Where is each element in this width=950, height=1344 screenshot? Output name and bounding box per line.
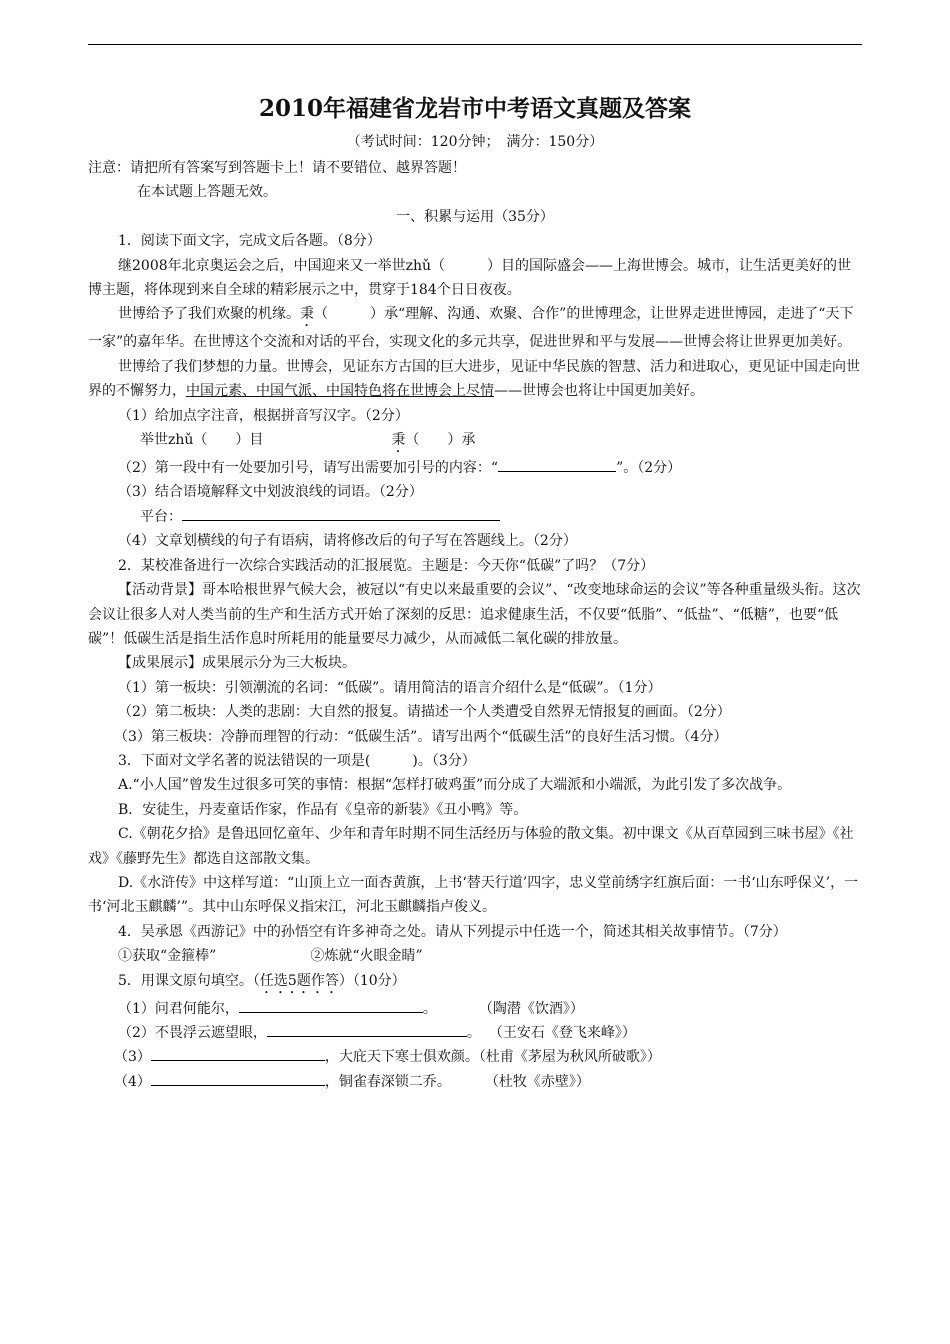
q4-stem: 4．吴承恩《西游记》中的孙悟空有许多神奇之处。请从下列提示中任选一个，简述其相关故事情节。（7分） xyxy=(118,923,787,940)
q1-sub-3-answer: 平台： xyxy=(88,505,862,529)
q4-options: ①获取“金箍棒” ②炼就“火眼金睛” xyxy=(118,948,423,965)
exam-info: （考试时间：120分钟； 满分：150分） xyxy=(346,134,604,150)
dotted-phrase: 任选5题作答 xyxy=(259,972,339,989)
page-title: 2010年福建省龙岩市中考语文真题及答案 xyxy=(258,95,691,122)
underlined-sentence: 中国元素、中国气派、中国特色将在世博会上尽情 xyxy=(186,383,494,400)
q1-sub-1-blanks: 举世zhǔ（ ）目 秉（ ）承 xyxy=(140,432,476,449)
q2-display: 【成果展示】成果展示分为三大板块。 xyxy=(118,655,356,672)
answer-line[interactable] xyxy=(498,457,616,472)
q1-para-3: 世博给了我们梦想的力量。世博会，见证东方古国的巨大进步，见证中华民族的智慧、活力和进取心，更见证中国走向世界的不懈努力，中国元素、中国气派、中国特色将在世博会上尽情——世博会也将让中国更加美好。 xyxy=(88,358,860,400)
q2-background: 【活动背景】哥本哈根世界气候大会，被冠以“有史以来最重要的会议”、“改变地球命运的会议”等各种重量级头衔。这次会议让很多人对人类当前的生产和生活方式开始了深刻的反思：追求健康生活，不仅要“低脂”、“低盐”、“低糖”，也要“低碳”！低碳生活是指生活作息时所耗用的能量要尽力减少，从而减低二氧化碳的排放量。 xyxy=(88,582,861,647)
q5-line-2: （2）不畏浮云遮望眼， 。 （王安石《登飞来峰》） xyxy=(88,1021,862,1045)
q1-para-1: 继2008年北京奥运会之后，中国迎来又一举世zhǔ（ ）目的国际盛会——上海世博会。城市，让生活更美好的世博主题，将体现到来自全球的精彩展示之中，贯穿于184个日日夜夜。 xyxy=(88,257,852,299)
q3-option-d: D.《水浒传》中这样写道：“山顶上立一面杏黄旗，上书‘替天行道’四字，忠义堂前绣字红旗后面：一书‘山东呼保义’，一书‘河北玉麒麟’”。其中山东呼保义指宋江，河北玉麒麟指卢俊义。 xyxy=(88,874,859,916)
q5-line-4: （4） ，铜雀春深锁二乔。 （杜牧《赤壁》） xyxy=(88,1070,862,1094)
q1-sub-1: （1）给加点字注音，根据拼音写汉字。（2分） xyxy=(118,407,409,424)
dotted-char: 秉 xyxy=(300,306,314,323)
q1-sub-2: （2）第一段中有一处要加引号，请写出需要加引号的内容：“ ”。（2分） xyxy=(88,456,862,480)
answer-line[interactable] xyxy=(182,506,500,521)
q5-line-3: （3） ，大庇天下寒士俱欢颜。（杜甫《茅屋为秋风所破歌》） xyxy=(88,1045,862,1069)
q5-stem: 5．用课文原句填空。（任选5题作答）（10分） xyxy=(118,972,406,989)
q3-option-b: B．安徒生，丹麦童话作家，作品有《皇帝的新装》《丑小鸭》等。 xyxy=(118,801,528,818)
q2-sub-3: （3）第三板块：冷静而理智的行动：“低碳生活”。请写出两个“低碳生活”的良好生活习惯。（4分） xyxy=(114,728,728,745)
q5-line-1: （1）问君何能尔， 。 （陶潜《饮酒》） xyxy=(88,997,862,1021)
notice-line-2: 在本试题上答题无效。 xyxy=(137,184,277,201)
answer-line[interactable] xyxy=(267,1022,467,1037)
q3-option-a: A.“小人国”曾发生过很多可笑的事情：根据“怎样打破鸡蛋”而分成了大端派和小端派，为此引发了多次战争。 xyxy=(118,777,792,794)
q1-stem: 1．阅读下面文字，完成文后各题。（8分） xyxy=(118,233,381,250)
dotted-char: 秉 xyxy=(391,432,406,449)
q2-sub-1: （1）第一板块：引领潮流的名词：“低碳”。请用简洁的语言介绍什么是“低碳”。（1分） xyxy=(118,679,662,696)
answer-line[interactable] xyxy=(239,998,423,1013)
section-heading: 一、积累与运用（35分） xyxy=(396,208,554,225)
exam-body xyxy=(88,156,862,1094)
q2-stem: 2．某校准备进行一次综合实践活动的汇报展览。主题是：今天你“低碳”了吗？（7分） xyxy=(118,557,655,574)
q2-sub-2: （2）第二板块：人类的悲剧：大自然的报复。请描述一个人类遭受自然界无情报复的画面。（2分） xyxy=(118,704,731,721)
q1-sub-4: （4）文章划横线的句子有语病，请将修改后的句子写在答题线上。（2分） xyxy=(118,533,577,550)
q1-para-2: 世博给予了我们欢聚的机缘。秉（ ）承“理解、沟通、欢聚、合作”的世博理念，让世界走进世博园，走进了“天下一家”的嘉年华。在世博这个交流和对话的平台，实现文化的多元共享，促进世界和平与发展——世博会将让世界更加美好。 xyxy=(88,306,854,351)
header-rule xyxy=(88,44,862,45)
q1-sub-3: （3）结合语境解释文中划波浪线的词语。（2分） xyxy=(118,484,423,501)
q3-option-c: C.《朝花夕拾》是鲁迅回忆童年、少年和青年时期不同生活经历与体验的散文集。初中课文《从百草园到三味书屋》《社戏》《藤野先生》都选自这部散文集。 xyxy=(88,826,854,867)
answer-line[interactable] xyxy=(151,1046,325,1061)
answer-line[interactable] xyxy=(151,1071,325,1086)
q3-stem: 3．下面对文学名著的说法错误的一项是( )。（3分） xyxy=(118,752,476,769)
notice-line-1: 注意：请把所有答案写到答题卡上！请不要错位、越界答题！ xyxy=(88,160,466,176)
